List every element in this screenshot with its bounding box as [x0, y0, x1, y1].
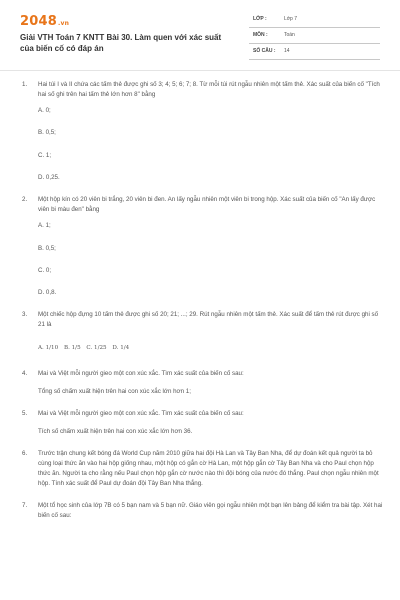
- meta-row-count: [249, 45, 380, 60]
- question-subtext: Tổng số chấm xuất hiện trên hai con xúc xắc lớn hơn 1;: [38, 388, 191, 396]
- question-number: 6.: [22, 450, 28, 458]
- question-number: 2.: [22, 196, 28, 204]
- meta-key: SỐ CÂU :: [253, 48, 276, 54]
- question-text: Một chiếc hộp đựng 10 tấm thẻ được ghi số 20; 21; ...; 29. Rút ngẫu nhiên một tấm thẻ. Xác suất để tấm thẻ rút được ghi số 21 là: [38, 311, 379, 329]
- question-text: Hai túi I và II chứa các tấm thẻ được ghi số 3; 4; 5; 6; 7; 8. Từ mỗi túi rút ngẫu nhiên một tấm thẻ. Xác suất của biến cố "Tích hai số ghi trên hai tấm thẻ lớn hơn 8" bằng: [38, 81, 380, 98]
- meta-value: Lớp 7: [284, 16, 298, 22]
- question-item: [0, 310, 400, 353]
- question-list: [0, 80, 400, 533]
- question-number: 4.: [22, 370, 28, 378]
- answer-option: B. 1/5: [63, 345, 81, 352]
- answer-option: D. 0,8.: [38, 289, 57, 297]
- header-divider: [0, 70, 400, 71]
- answer-option: D. 0,25.: [38, 174, 60, 182]
- answer-option: C. 1/25: [86, 345, 107, 352]
- question-text: Mai và Việt mỗi người gieo một con xúc xắc. Tìm xác suất của biến cố sau:: [38, 410, 244, 418]
- question-number: 1.: [22, 81, 28, 88]
- question-number: 5.: [22, 410, 28, 418]
- logo-suffix: .vn: [57, 20, 70, 27]
- answer-option: A. 1/10: [38, 345, 59, 352]
- question-item: [0, 195, 400, 298]
- meta-value: 14: [284, 48, 290, 54]
- answer-options: [38, 221, 400, 298]
- answer-option: B. 0,5;: [38, 129, 56, 137]
- question-number: 3.: [22, 311, 28, 319]
- question-item: [0, 80, 400, 183]
- question-item: [0, 501, 400, 521]
- question-text: Một tổ học sinh của lớp 7B có 5 bạn nam và 5 bạn nữ. Giáo viên gọi ngẫu nhiên một bạn lên bảng để kiểm tra bài tập. Xét hai biến cố sau:: [38, 502, 383, 520]
- answer-options: [38, 106, 400, 183]
- meta-row-subject: [249, 29, 380, 44]
- question-subtext: Tích số chấm xuất hiện trên hai con xúc xắc lớn hơn 36.: [38, 428, 193, 436]
- document-meta-table: [249, 13, 380, 60]
- question-text: Một hộp kín có 20 viên bi trắng, 20 viên bi đen. An lấy ngẫu nhiên một viên bi trong hộp. Xác suất của biến cố "An lấy được viên bi màu đen" bằng: [38, 196, 376, 214]
- question-text: Mai và Việt mỗi người gieo một con xúc xắc. Tìm xác suất của biến cố sau:: [38, 370, 244, 378]
- question-item: [0, 369, 400, 397]
- answer-option: B. 0,5;: [38, 244, 56, 252]
- logo-text: 2048: [20, 14, 57, 29]
- answer-option: C. 0;: [38, 266, 52, 274]
- document-header: [0, 0, 400, 58]
- meta-row-class: [249, 13, 380, 28]
- answer-option: C. 1;: [38, 151, 52, 159]
- answer-option: A. 1;: [38, 222, 51, 230]
- meta-key: MÔN :: [253, 32, 268, 38]
- answer-option: D. 1/4: [112, 345, 130, 352]
- question-number: 7.: [22, 502, 28, 510]
- question-item: [0, 449, 400, 489]
- meta-key: LỚP :: [253, 16, 267, 22]
- answer-option: A. 0;: [38, 107, 51, 114]
- question-item: [0, 409, 400, 437]
- document-title: Giải VTH Toán 7 KNTT Bài 30. Làm quen với xác suất của biến cố có đáp án: [20, 33, 222, 53]
- site-logo[interactable]: [20, 14, 69, 29]
- answer-options-inline: [38, 343, 400, 353]
- meta-value: Toán: [284, 32, 295, 38]
- question-text: Trước trận chung kết bóng đá World Cup năm 2010 giữa hai đội Hà Lan và Tây Ban Nha, để dự đoán kết quả người ta bỏ cùng loại thức ăn vào hai hộp giống nhau, một hộp có gắn cờ Hà Lan, một hộp gắn cờ Tây Ban Nha và cho Paul chọn hộp thức ăn. Người ta cho rằng nếu Paul chọn hộp gắn cờ nước nào thì đội bóng của nước đó thắng. Paul chọn ngẫu nhiên một hộp. Tính xác suất để Paul dự đoán đội Tây Ban Nha thắng.: [38, 450, 379, 488]
